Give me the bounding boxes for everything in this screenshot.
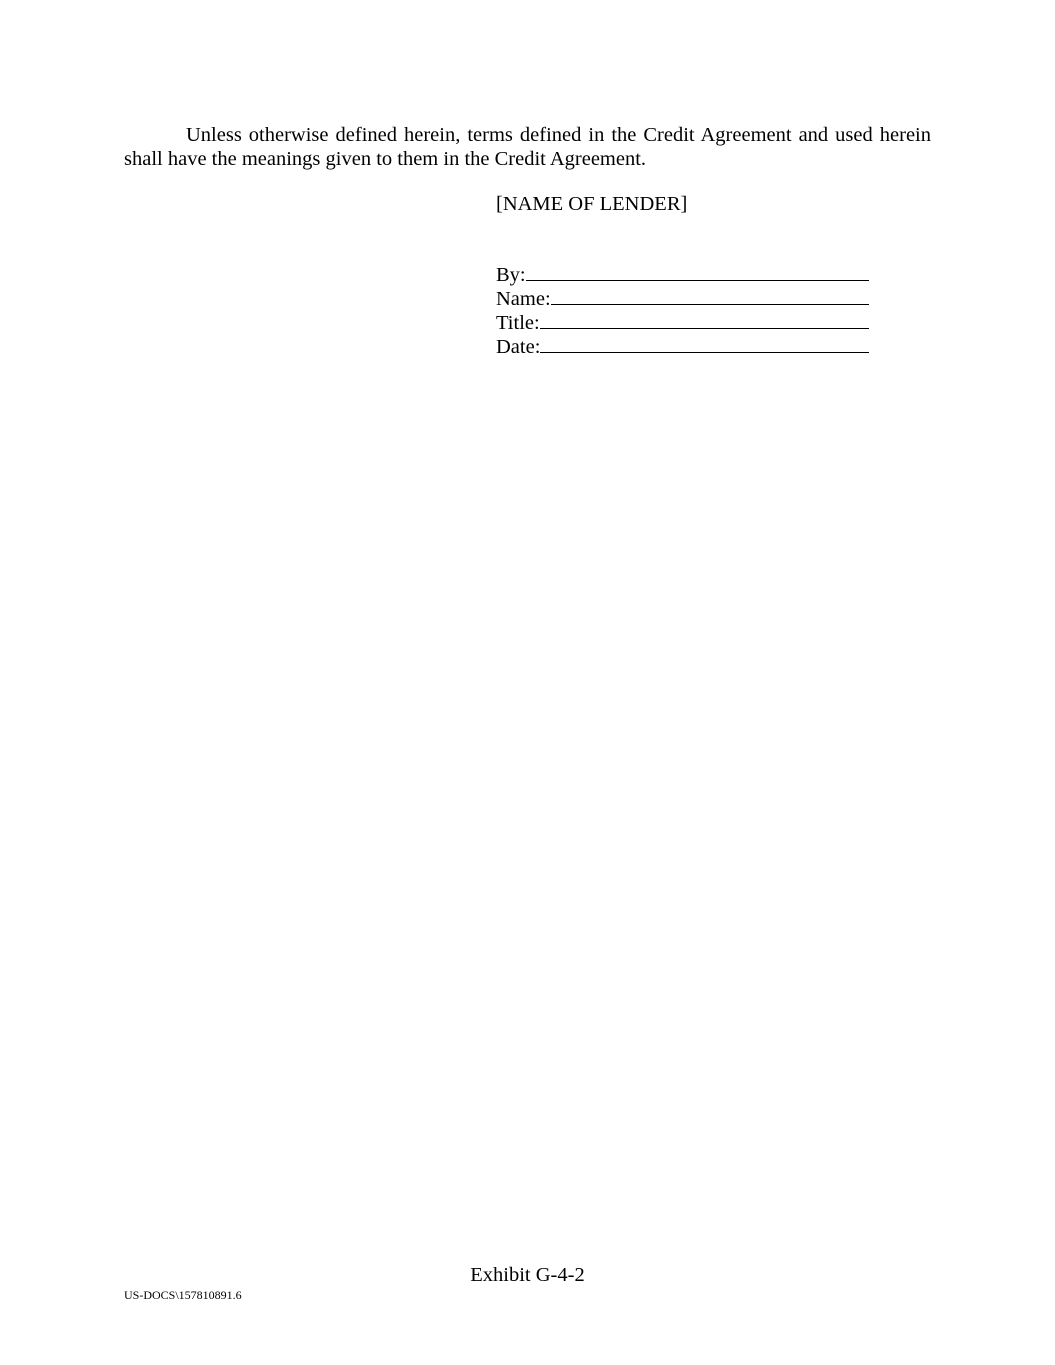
signature-block (496, 192, 876, 358)
signature-line-title (496, 310, 869, 334)
signature-line-by (496, 262, 869, 286)
signature-line-name (496, 286, 869, 310)
signature-label-name: Name: (496, 288, 551, 310)
signature-line-date (496, 334, 869, 358)
signature-label-title: Title: (496, 312, 540, 334)
signature-rule-by (526, 262, 869, 281)
signature-rule-date (540, 334, 869, 353)
signature-rule-name (551, 286, 869, 305)
signature-rule-title (540, 310, 869, 329)
signature-label-by: By: (496, 264, 526, 286)
definitions-paragraph: Unless otherwise defined herein, terms defined in the Credit Agreement and used herein shall have the meanings given to them in the Credit Agreement. (124, 124, 931, 170)
lender-name-placeholder: [NAME OF LENDER] (496, 193, 688, 215)
document-id: US-DOCS\157810891.6 (124, 1288, 242, 1302)
signature-label-date: Date: (496, 336, 541, 358)
exhibit-label: Exhibit G-4-2 (470, 1264, 585, 1286)
